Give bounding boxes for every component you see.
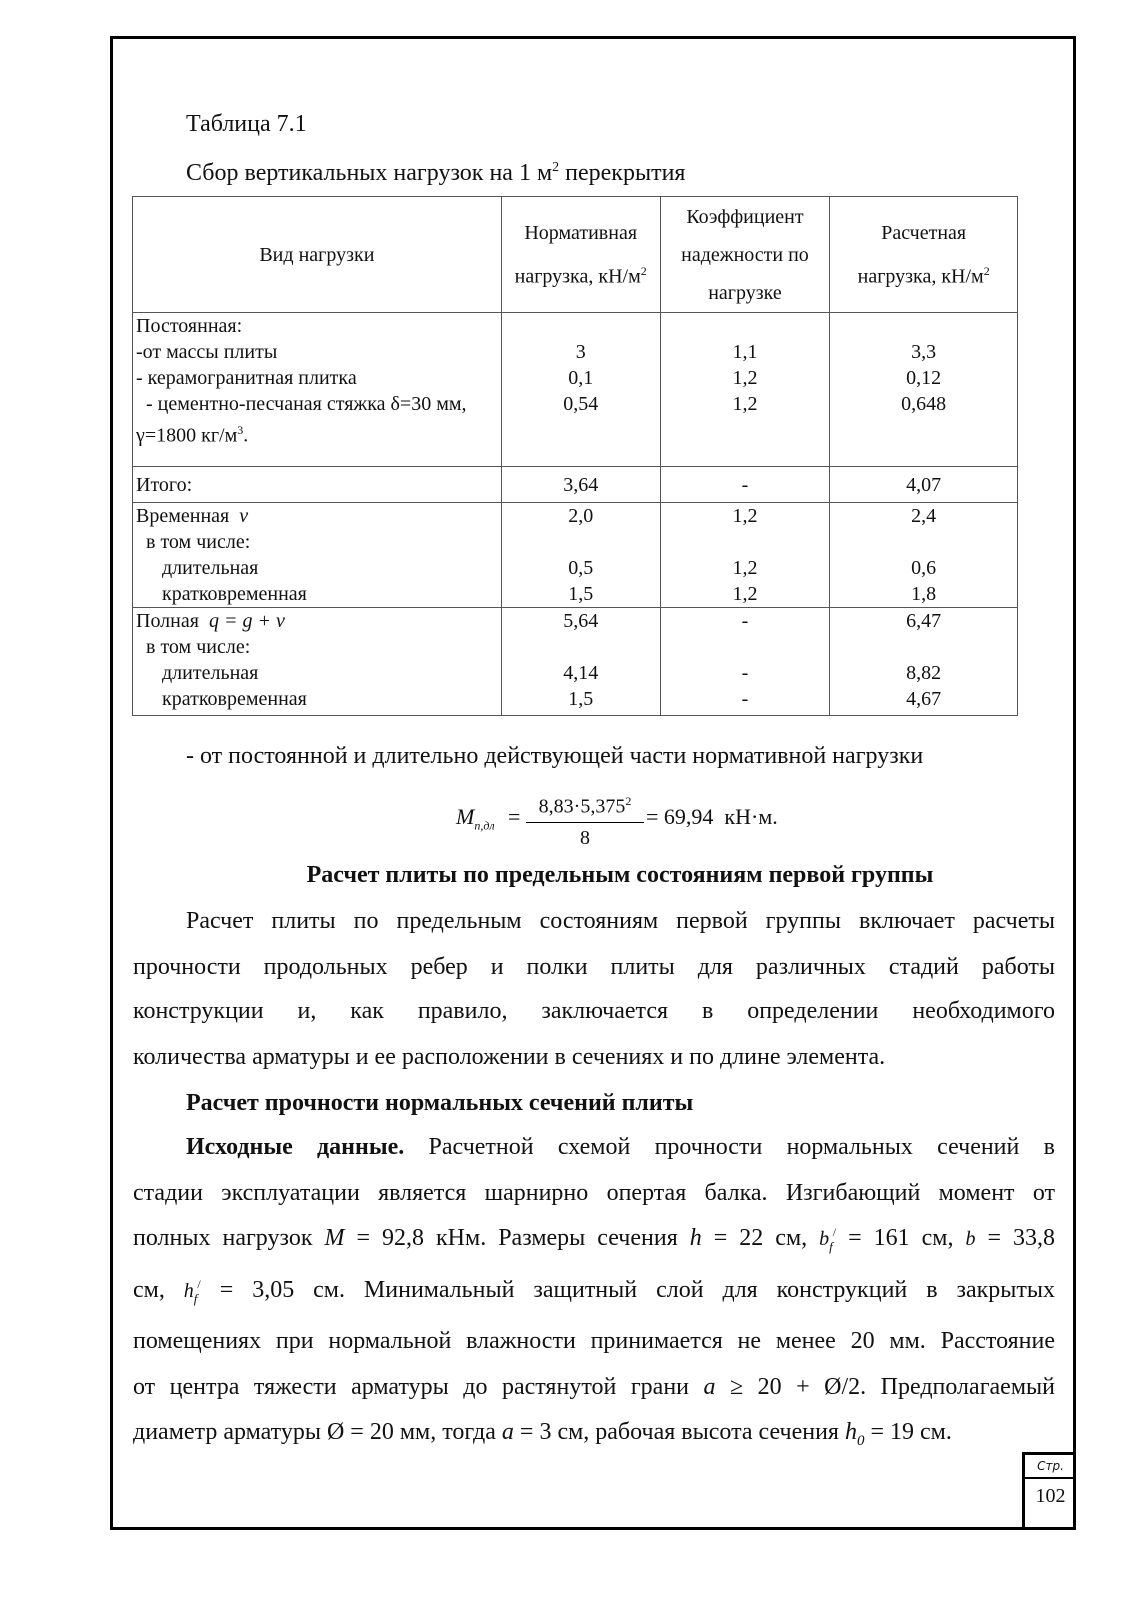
full-coefficient: - - -	[660, 608, 830, 716]
total-coefficient: -	[660, 467, 830, 503]
formula-intro: - от постоянной и длительно действующей части нормативной нагрузки	[186, 743, 924, 769]
total-label: Итого:	[133, 467, 502, 503]
table-header-row	[133, 197, 1018, 313]
para2-line2: стадии эксплуатации является шарнирно опертая балка. Изгибающий момент от	[133, 1180, 1055, 1206]
permanent-normative: 3 0,1 0,54	[501, 313, 660, 467]
para2-line3: полных нагрузок M = 92,8 кНм. Размеры сечения h = 22 см, $b_f^/ = 161$ см, b = 33,8	[133, 1225, 1056, 1254]
header-normative: Нормативная нагрузка, $кН/м^2$	[501, 197, 660, 313]
permanent-labels: Постоянная: -от массы плиты - керамогранитная плитка - цементно-песчаная стяжка δ=30 мм, γ=1800 $кг/м^3$.	[133, 313, 502, 467]
page-number-box	[1022, 1452, 1076, 1530]
full-normative: 5,64 4,14 1,5	[501, 608, 660, 716]
temporary-normative: 2,0 0,5 1,5	[501, 503, 660, 608]
moment-formula	[456, 786, 816, 849]
formula-rhs: = 69,94 кН·м.	[646, 804, 778, 829]
para2-line1: Исходные данные. Расчетной схемой прочности нормальных сечений в	[186, 1134, 1055, 1160]
formula-lhs: $M_{n,дл}$	[456, 804, 495, 833]
table-row-temporary	[133, 503, 1018, 608]
page-label: Стр.	[1025, 1455, 1076, 1479]
table-caption: Таблица 7.1	[186, 111, 307, 137]
heading-normal-sections: Расчет прочности нормальных сечений плиты	[186, 1090, 694, 1116]
para1-line1: Расчет плиты по предельным состояниям первой группы включает расчеты	[186, 908, 1055, 934]
table-row-permanent	[133, 313, 1018, 467]
permanent-design: 3,3 0,12 0,648	[830, 313, 1018, 467]
page-number: 102	[1035, 1485, 1066, 1507]
para2-line4: см, $h_f^/ = 3,05$ см. Минимальный защитный слой для конструкций в закрытых	[133, 1277, 1056, 1306]
temporary-design: 2,4 0,6 1,8	[830, 503, 1018, 608]
total-normative: 3,64	[501, 467, 660, 503]
formula-fraction: $\frac{8,83\cdot 5,375^2}{8}$	[526, 786, 644, 853]
table-row-full	[133, 608, 1018, 716]
total-design: 4,07	[830, 467, 1018, 503]
para1-line2: прочности продольных ребер и полки плиты для различных стадий работы	[133, 954, 1055, 980]
permanent-coefficient: 1,1 1,2 1,2	[660, 313, 830, 467]
temporary-coefficient: 1,2 1,2 1,2	[660, 503, 830, 608]
temporary-labels: Временная v в том числе: длительная кратковременная	[133, 503, 502, 608]
para1-line3: конструкции и, как правило, заключается в определении необходимого	[133, 998, 1055, 1024]
para2-line6: от центра тяжести арматуры до растянутой грани a ≥ 20 + Ø/2. Предполагаемый	[133, 1374, 1055, 1400]
header-design: Расчетная нагрузка, $кН/м^2$	[830, 197, 1018, 313]
para2-line7: диаметр арматуры Ø = 20 мм, тогда a = 3 см, рабочая высота сечения $h_0 = 19$ см.	[133, 1419, 952, 1449]
table-row-total	[133, 467, 1018, 503]
para1-line4: количества арматуры и ее расположении в сечениях и по длине элемента.	[133, 1044, 886, 1070]
heading-first-group: Расчет плиты по предельным состояниям первой группы	[306, 862, 934, 888]
full-labels: Полная q = g + v в том числе: длительная кратковременная	[133, 608, 502, 716]
loads-table	[132, 196, 1018, 716]
table-title: Сбор вертикальных нагрузок на 1 $м^2$ перекрытия	[186, 160, 686, 186]
header-load-type: Вид нагрузки	[133, 197, 502, 313]
header-coefficient: Коэффициент надежности по нагрузке	[660, 197, 830, 313]
para2-line5: помещениях при нормальной влажности принимается не менее 20 мм. Расстояние	[133, 1328, 1055, 1354]
formula-eq: =	[508, 804, 521, 829]
full-design: 6,47 8,82 4,67	[830, 608, 1018, 716]
